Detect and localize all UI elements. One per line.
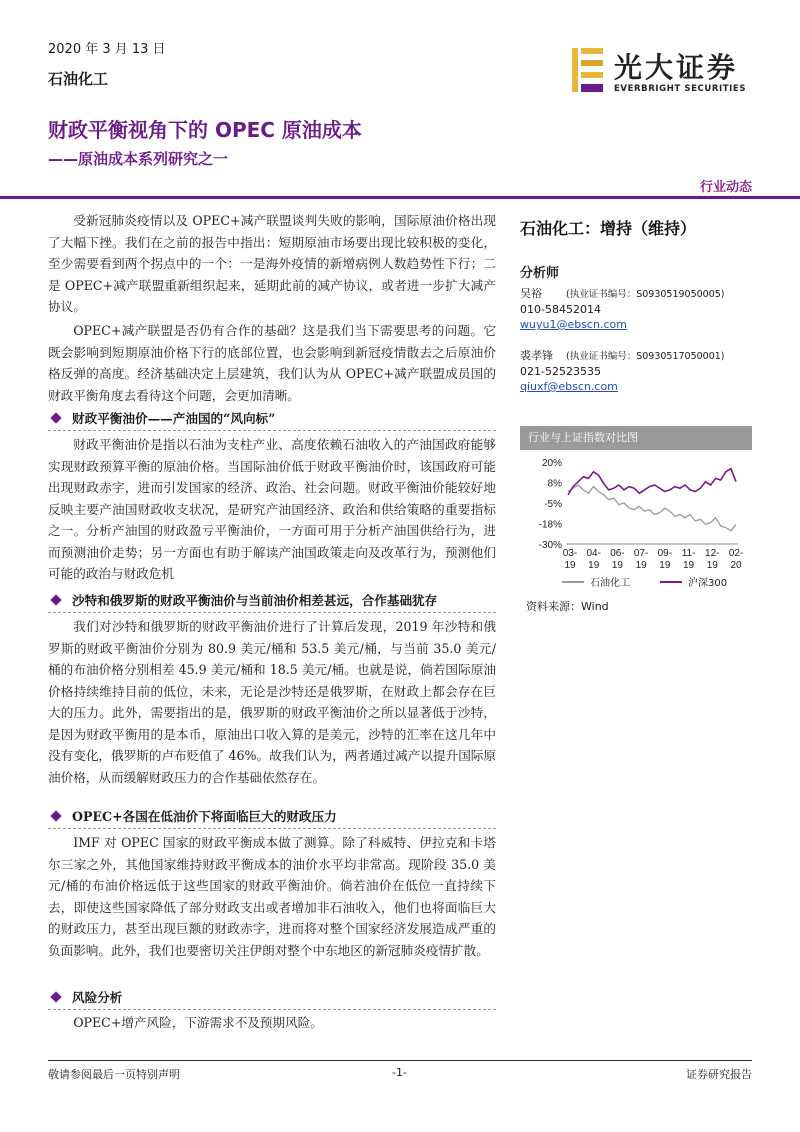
x-tick-label: 19 xyxy=(659,560,671,571)
section-divider xyxy=(48,430,496,431)
diamond-bullet-icon xyxy=(50,412,61,423)
section-heading-risk: 风险分析 xyxy=(52,987,122,1006)
section-heading-3: OPEC+各国在低油价下将面临巨大的财政压力 xyxy=(52,806,337,825)
chart-title: 行业与上证指数对比图 xyxy=(520,426,752,450)
legend-label: 石油化工 xyxy=(590,578,630,589)
x-tick-label: 19 xyxy=(635,560,647,571)
page-number: -1- xyxy=(392,1066,407,1079)
analyst-name: 裘孝锋 xyxy=(520,349,553,362)
analyst-phone: 010-58452014 xyxy=(520,303,601,316)
analyst-phone: 021-52523535 xyxy=(520,365,601,378)
x-tick-label: 11- xyxy=(681,548,696,559)
section-divider xyxy=(48,1009,496,1010)
x-tick-label: 19 xyxy=(706,560,718,571)
rating-label: 石油化工：增持（维持） xyxy=(520,219,697,238)
report-type-label: 行业动态 xyxy=(699,180,752,195)
x-tick-label: 09- xyxy=(657,548,673,559)
y-tick-label: 20% xyxy=(541,458,562,469)
x-tick-label: 07- xyxy=(633,548,649,559)
company-logo xyxy=(572,46,752,102)
analyst-name: 吴裕 xyxy=(520,287,542,300)
x-tick-label: 19 xyxy=(683,560,695,571)
diamond-bullet-icon xyxy=(50,594,61,605)
logo-mark-icon xyxy=(572,48,606,92)
sector-label: 石油化工 xyxy=(48,70,109,88)
footer-disclaimer: 敬请参阅最后一页特别声明 xyxy=(48,1068,180,1081)
x-tick-label: 20 xyxy=(730,560,742,571)
analyst-email-link[interactable]: wuyu1@ebscn.com xyxy=(520,318,627,331)
y-tick-label: 8% xyxy=(547,478,562,490)
diamond-bullet-icon xyxy=(50,991,61,1002)
y-tick-label: -18% xyxy=(538,519,562,531)
x-tick-label: 19 xyxy=(611,560,623,571)
paragraph-intro: 受新冠肺炎疫情以及 OPEC+减产联盟谈判失败的影响，国际原油价格出现了大幅下挫。我们在之前的报告中指出：短期原油市场要出现比较积极的变化，至少需要看到两个拐点中的一个：一是海外疫情的新增病例人数趋势性下行；二是 OPEC+减产联盟重新组织起来，延期此前的减产协议，或者进一步扩大减产协议。 xyxy=(48,213,496,314)
paragraph-opec-pressure: IMF 对 OPEC 国家的财政平衡成本做了测算。除了科威特、伊拉克和卡塔尔三家之外，其他国家维持财政平衡成本的油价水平均非常高。现阶段 35.0 美元/桶的布油价格远低于这些国家的财政平衡油价。倘若油价在低位一直持续下去，即使这些国家降低了部分财政支出或者增加非石油收入，他们也将面临巨大的财政压力，甚至出现巨额的财政赤字，进而将对整个国家经济发展造成严重的负面影响。此外，我们也要密切关注伊朗对整个中东地区的新冠肺炎疫情扩散。 xyxy=(48,835,496,958)
x-tick-label: 19 xyxy=(588,560,600,571)
paragraph-fiscal-oil-price: 财政平衡油价是指以石油为支柱产业、高度依赖石油收入的产油国政府能够实现财政预算平衡的原油价格。当国际油价低于财政平衡油价时，该国政府可能出现财政赤字，进而引发国家的经济、政治、社会问题。财政平衡油价能较好地反映主要产油国财政收支状况，是研究产油国经济、政治和供给策略的重要指标之一。分析产油国的财政盈亏平衡油价，一方面可用于分析产油国供给行为，进而预测油价走势；另一方面也有助于解读产油国政策走向及改革行为，预测他们可能的政治与财政危机 xyxy=(48,437,496,581)
analyst-card xyxy=(520,286,725,332)
section-divider xyxy=(48,612,496,613)
series-line-1 xyxy=(568,469,736,495)
section-divider xyxy=(48,828,496,829)
footer-report-label: 证券研究报告 xyxy=(686,1068,752,1081)
analyst-cert: (执业证书编号：S0930517050001) xyxy=(566,351,725,362)
legend-label: 沪深300 xyxy=(688,578,728,589)
report-title: 财政平衡视角下的 OPEC 原油成本 xyxy=(48,118,362,142)
x-tick-label: 03- xyxy=(562,548,578,559)
x-tick-label: 19 xyxy=(564,560,576,571)
footer-divider xyxy=(48,1060,752,1061)
x-tick-label: 12- xyxy=(705,548,720,559)
logo-text-en: EVERBRIGHT SECURITIES xyxy=(614,84,747,94)
analyst-heading: 分析师 xyxy=(520,266,560,281)
analyst-cert: (执业证书编号：S0930519050005) xyxy=(566,289,725,300)
report-subtitle: ——原油成本系列研究之一 xyxy=(48,150,229,168)
analyst-card xyxy=(520,348,725,394)
section-heading-1: 财政平衡油价——产油国的“风向标” xyxy=(52,408,275,427)
diamond-bullet-icon xyxy=(50,810,61,821)
chart-source: 资料来源：Wind xyxy=(526,600,609,613)
x-tick-label: 02- xyxy=(728,548,744,559)
paragraph-question: OPEC+减产联盟是否仍有合作的基础？这是我们当下需要思考的问题。它既会影响到短期原油价格下行的底部位置，也会影响到新冠疫情散去之后原油价格反弹的高度。经济基础决定上层建筑，我们认为从 OPEC+减产联盟成员国的财政平衡角度去看待这个问题，会更加清晰。 xyxy=(48,323,496,403)
y-tick-label: -5% xyxy=(544,499,562,510)
x-tick-label: 04- xyxy=(586,548,601,559)
x-tick-label: 06- xyxy=(610,548,625,559)
header-divider xyxy=(0,196,800,199)
report-date: 2020 年 3 月 13 日 xyxy=(48,42,166,57)
y-tick-label: -30% xyxy=(538,540,562,551)
paragraph-risk: OPEC+增产风险，下游需求不及预期风险。 xyxy=(73,1015,323,1030)
paragraph-saudi-russia: 我们对沙特和俄罗斯的财政平衡油价进行了计算后发现，2019 年沙特和俄罗斯的财政平衡油价分别为 80.9 美元/桶和 53.5 美元/桶，与当前 35.0 美元/桶的布油价格分别相差 45.9 美元/桶和 18.5 美元/桶。也就是说，倘若国际原油价格持续维持目前的低位，未来，无论是沙特还是俄罗斯，在财政上都会存在巨大的压力。此外，需要指出的是，俄罗斯的财政平衡油价之所以显著低于沙特，是因为财政平衡用的是本币，原油出口收入算的是美元，沙特的汇率在这几年中没有变化，俄罗斯的卢布贬值了 46%。故我们认为，两者通过减产以提升国际原油价格，从而缓解财政压力的合作基础依然存在。 xyxy=(48,619,496,785)
analyst-email-link[interactable]: qiuxf@ebscn.com xyxy=(520,380,618,393)
comparison-chart xyxy=(520,452,752,592)
section-heading-2: 沙特和俄罗斯的财政平衡油价与当前油价相差甚远，合作基础犹存 xyxy=(52,590,437,609)
series-line-0 xyxy=(568,485,736,531)
logo-text-cn: 光大证券 xyxy=(614,51,739,84)
